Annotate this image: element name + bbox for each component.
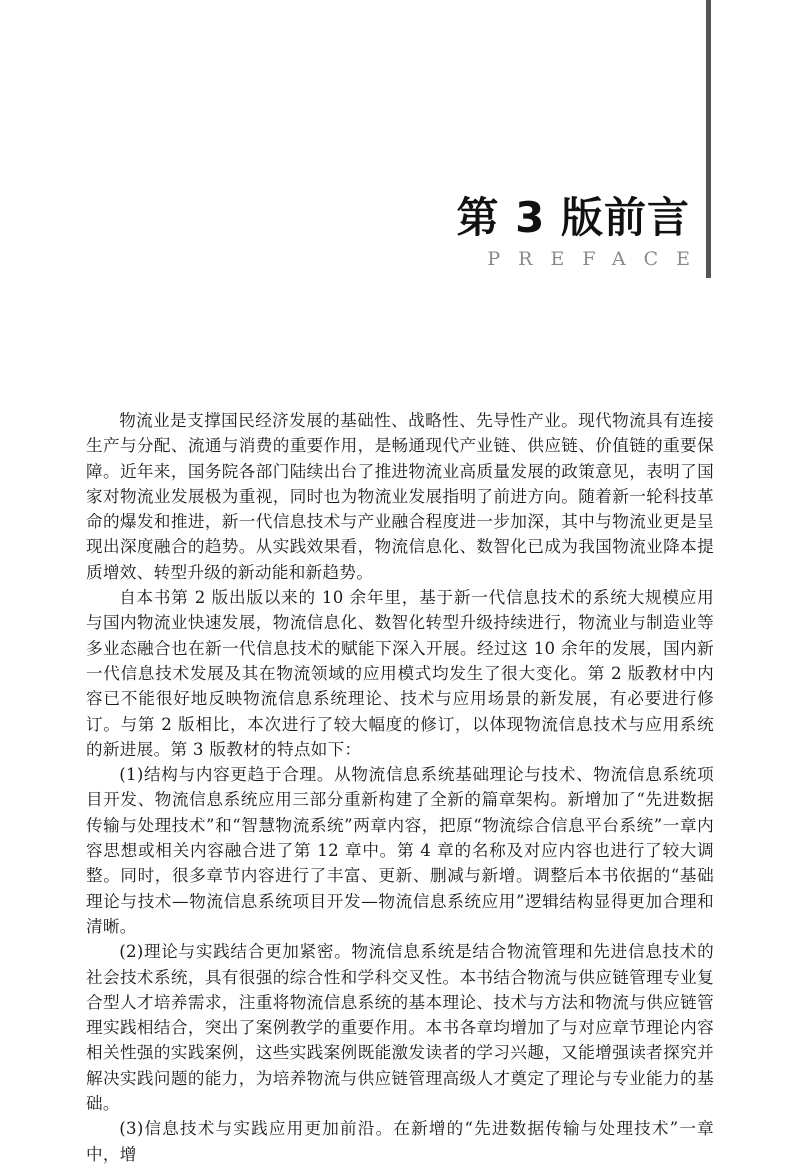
- paragraph-2: 自本书第 2 版出版以来的 10 余年里，基于新一代信息技术的系统大规模应用与国内物流业快速发展，物流信息化、数智化转型升级持续进行，物流业与制造业等多业态融合也在新一代信息技术的赋能下深入开展。经过这 10 余年的发展，国内新一代信息技术发展及其在物流领域的应用模式均发生了很大变化。第 2 版教材中内容已不能很好地反映物流信息系统理论、技术与应用场景的新发展，有必要进行修订。与第 2 版相比，本次进行了较大幅度的修订，以体现物流信息技术与应用系统的新进展。第 3 版教材的特点如下：: [86, 588, 714, 759]
- paragraph-5: (3)信息技术与实践应用更加前沿。在新增的“先进数据传输与处理技术”一章中，增: [86, 1119, 714, 1164]
- page-subtitle: PREFACE: [487, 248, 708, 270]
- paragraph-1: 物流业是支撑国民经济发展的基础性、战略性、先导性产业。现代物流具有连接生产与分配、流通与消费的重要作用，是畅通现代产业链、供应链、价值链的重要保障。近年来，国务院各部门陆续出台了推进物流业高质量发展的政策意见，表明了国家对物流业发展极为重视，同时也为物流业发展指明了前进方向。随着新一轮科技革命的爆发和推进，新一代信息技术与产业融合程度进一步加深，其中与物流业更是呈现出深度融合的趋势。从实践效果看，物流信息化、数智化已成为我国物流业降本提质增效、转型升级的新动能和新趋势。: [86, 411, 714, 582]
- preface-body: [86, 408, 714, 1167]
- paragraph-3: (1)结构与内容更趋于合理。从物流信息系统基础理论与技术、物流信息系统项目开发、物流信息系统应用三部分重新构建了全新的篇章架构。新增加了“先进数据传输与处理技术”和“智慧物流系统”两章内容，把原“物流综合信息平台系统”一章内容思想或相关内容融合进了第 12 章中。第 4 章的名称及对应内容也进行了较大调整。同时，很多章节内容进行了丰富、更新、删减与新增。调整后本书依据的“基础理论与技术—物流信息系统项目开发—物流信息系统应用”逻辑结构显得更加合理和清晰。: [86, 765, 714, 936]
- paragraph-4: (2)理论与实践结合更加紧密。物流信息系统是结合物流管理和先进信息技术的社会技术系统，具有很强的综合性和学科交叉性。本书结合物流与供应链管理专业复合型人才培养需求，注重将物流信息系统的基本理论、技术与方法和物流与供应链管理实践相结合，突出了案例教学的重要作用。本书各章均增加了与对应章节理论内容相关性强的实践案例，这些实践案例既能激发读者的学习兴趣，又能增强读者探究并解决实践问题的能力，为培养物流与供应链管理高级人才奠定了理论与专业能力的基础。: [86, 942, 714, 1114]
- title-block: [456, 192, 708, 270]
- decorative-side-bar: [706, 0, 711, 278]
- page-title: 第 3 版前言: [456, 193, 690, 242]
